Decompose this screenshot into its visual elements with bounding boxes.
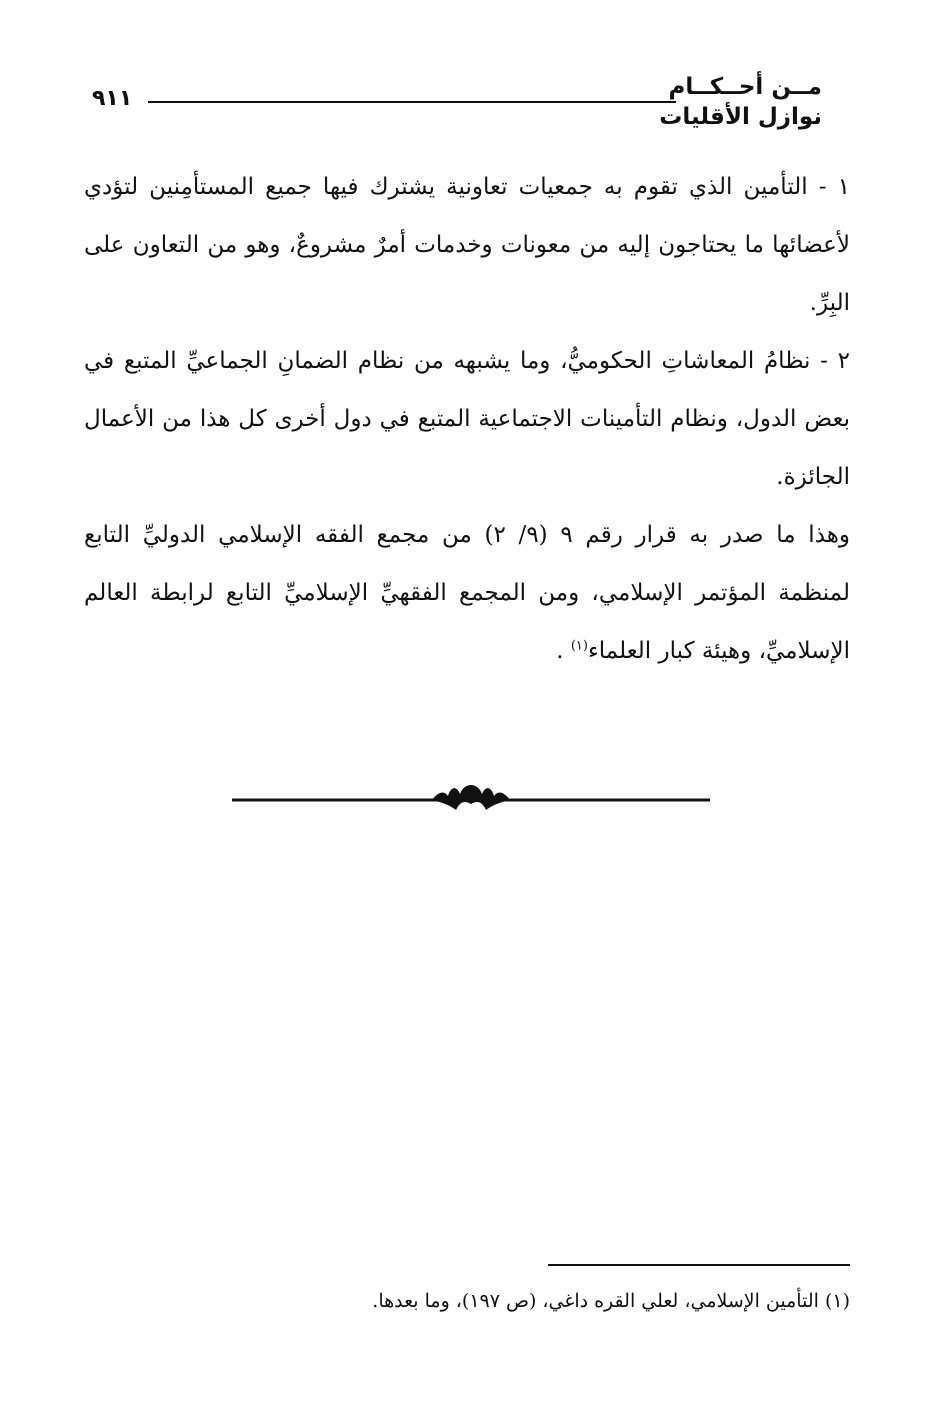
list-item-number: ١ - xyxy=(818,174,850,200)
list-item xyxy=(84,158,850,332)
page-number: ٩١١ xyxy=(92,86,133,111)
list-item-number: ٢ - xyxy=(820,348,850,374)
list-item-text: التأمين الذي تقوم به جمعيات تعاونية يشترك فيها جميع المستأمِنين لتؤدي لأعضائها ما يحتاجون إليه من معونات وخدمات أمرٌ مشروعٌ، وهو من التعاون على البِرِّ. xyxy=(84,174,850,316)
footnote-rule xyxy=(548,1264,850,1266)
list-item-text: نظامُ المعاشاتِ الحكوميُّ، وما يشبهه من نظام الضمانِ الجماعيِّ المتبع في بعض الدول، ونظام التأمينات الاجتماعية المتبع في دول أخرى كل هذا من الأعمال الجائزة. xyxy=(84,348,850,490)
main-text xyxy=(84,158,850,680)
footnote-reference: (١) xyxy=(570,638,588,654)
section-divider-ornament xyxy=(232,780,710,816)
header-title-line1: مــن أحــكــام xyxy=(668,74,822,100)
paragraph-end: . xyxy=(556,638,571,664)
paragraph-text: وهذا ما صدر به قرار رقم ٩ (٩/ ٢) من مجمع الفقه الإسلامي الدوليِّ التابع لمنظمة المؤتمر الإسلامي، ومن المجمع الفقهيِّ الإسلاميِّ التابع لرابطة العالم الإسلاميِّ، وهيئة كبار العلماء xyxy=(84,522,851,664)
running-header-title xyxy=(659,72,822,132)
header-rule xyxy=(148,101,676,103)
header-title-line2: نوازل الأقليات xyxy=(659,104,822,130)
paragraph xyxy=(84,506,850,680)
list-item xyxy=(84,332,850,506)
footnote: (١) التأمين الإسلامي، لعلي القره داغي، (ص ١٩٧)، وما بعدها. xyxy=(372,1290,850,1312)
